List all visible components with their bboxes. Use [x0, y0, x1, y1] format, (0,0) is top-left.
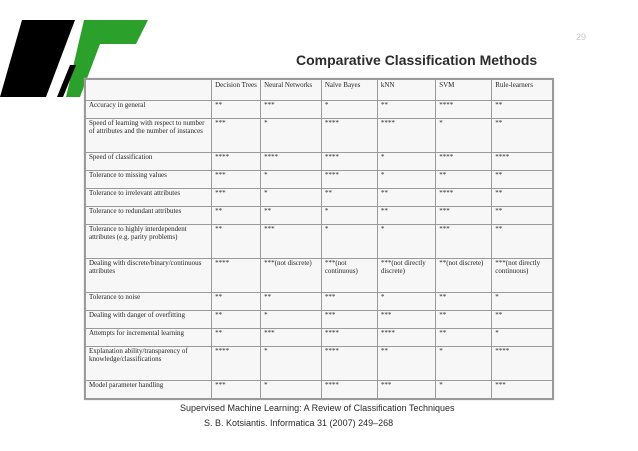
rating-cell: **: [492, 188, 553, 206]
rating-cell: ****: [436, 188, 492, 206]
header-cell-svm: SVM: [436, 80, 492, 101]
header-cell-neural-networks: Neural Networks: [261, 80, 322, 101]
rating-cell: **: [492, 224, 553, 258]
rating-cell: **: [436, 328, 492, 346]
rating-cell: ***(not continuous): [321, 258, 377, 292]
table-header-row: [86, 80, 553, 101]
source-citation: S. B. Kotsiantis. Informatica 31 (2007) 249–268: [204, 418, 394, 428]
row-label: Tolerance to irrelevant attributes: [86, 188, 212, 206]
rating-cell: ***: [377, 310, 435, 328]
row-label: Attempts for incremental learning: [86, 328, 212, 346]
table-row: [86, 118, 553, 152]
rating-cell: *: [436, 346, 492, 380]
row-label: Tolerance to missing values: [86, 170, 212, 188]
rating-cell: **: [212, 328, 261, 346]
row-label: Tolerance to redundant attributes: [86, 206, 212, 224]
rating-cell: *: [492, 292, 553, 310]
rating-cell: *: [321, 224, 377, 258]
rating-cell: **: [261, 206, 322, 224]
rating-cell: **: [436, 310, 492, 328]
rating-cell: ****: [436, 152, 492, 170]
rating-cell: **: [212, 101, 261, 119]
rating-cell: **: [492, 170, 553, 188]
row-label: Speed of learning with respect to number of attributes and the number of instances: [86, 118, 212, 152]
rating-cell: ****: [321, 152, 377, 170]
rating-cell: ***: [212, 170, 261, 188]
rating-cell: **: [212, 310, 261, 328]
rating-cell: ****: [261, 152, 322, 170]
rating-cell: ****: [321, 170, 377, 188]
rating-cell: ****: [436, 101, 492, 119]
rating-cell: ****: [377, 328, 435, 346]
row-label: Tolerance to highly interdependent attributes (e.g. parity problems): [86, 224, 212, 258]
header-cell-naive-bayes: Naïve Bayes: [321, 80, 377, 101]
rating-cell: ***: [436, 206, 492, 224]
rating-cell: ****: [492, 346, 553, 380]
rating-cell: ***(not directly discrete): [377, 258, 435, 292]
rating-cell: ***(not discrete): [261, 258, 322, 292]
row-label: Model parameter handling: [86, 380, 212, 398]
rating-cell: ***: [261, 224, 322, 258]
rating-cell: ***: [321, 310, 377, 328]
rating-cell: *: [261, 118, 322, 152]
rating-cell: *: [261, 310, 322, 328]
rating-cell: **: [377, 206, 435, 224]
rating-cell: **: [492, 101, 553, 119]
rating-cell: **: [377, 101, 435, 119]
rating-cell: *: [261, 380, 322, 398]
rating-cell: *: [377, 292, 435, 310]
row-label: Accuracy in general: [86, 101, 212, 119]
rating-cell: **: [212, 206, 261, 224]
row-label: Explanation ability/transparency of knowledge/classifications: [86, 346, 212, 380]
rating-cell: **: [492, 310, 553, 328]
table-row: [86, 380, 553, 398]
table-row: [86, 152, 553, 170]
header-cell-decision-trees: Decision Trees: [212, 80, 261, 101]
row-label: Tolerance to noise: [86, 292, 212, 310]
row-label: Dealing with discrete/binary/continuous attributes: [86, 258, 212, 292]
rating-cell: **: [212, 224, 261, 258]
rating-cell: ****: [212, 152, 261, 170]
slide-title: Comparative Classification Methods: [296, 52, 538, 68]
rating-cell: ***: [261, 101, 322, 119]
rating-cell: ***: [436, 224, 492, 258]
rating-cell: **: [212, 292, 261, 310]
rating-cell: **: [436, 292, 492, 310]
rating-cell: ***: [212, 118, 261, 152]
table-row: [86, 328, 553, 346]
rating-cell: *: [377, 170, 435, 188]
rating-cell: **: [377, 346, 435, 380]
header-cell-rule-learners: Rule-learners: [492, 80, 553, 101]
rating-cell: *: [436, 118, 492, 152]
rating-cell: *: [377, 224, 435, 258]
rating-cell: *: [321, 101, 377, 119]
rating-cell: ***: [261, 328, 322, 346]
row-label: Dealing with danger of overfitting: [86, 310, 212, 328]
table-row: [86, 101, 553, 119]
rating-cell: *: [261, 188, 322, 206]
table-row: [86, 170, 553, 188]
rating-cell: ****: [321, 118, 377, 152]
rating-cell: *: [436, 380, 492, 398]
rating-cell: *: [492, 328, 553, 346]
table-row: [86, 346, 553, 380]
rating-cell: ***: [492, 380, 553, 398]
rating-cell: **: [261, 292, 322, 310]
row-label: Speed of classification: [86, 152, 212, 170]
header-cell-corner: [86, 80, 212, 101]
table-row: [86, 206, 553, 224]
rating-cell: ****: [377, 118, 435, 152]
table-row: [86, 310, 553, 328]
rating-cell: ***: [212, 188, 261, 206]
rating-cell: **: [492, 206, 553, 224]
rating-cell: ****: [212, 346, 261, 380]
rating-cell: ****: [492, 152, 553, 170]
rating-cell: **(not discrete): [436, 258, 492, 292]
rating-cell: ****: [321, 328, 377, 346]
rating-cell: *: [321, 206, 377, 224]
rating-cell: **: [436, 170, 492, 188]
table-row: [86, 188, 553, 206]
rating-cell: ****: [321, 346, 377, 380]
rating-cell: ***: [212, 380, 261, 398]
rating-cell: ***(not directly continuous): [492, 258, 553, 292]
table-row: [86, 224, 553, 258]
table-row: [86, 292, 553, 310]
source-caption: Supervised Machine Learning: A Review of Classification Techniques: [180, 403, 455, 413]
rating-cell: ****: [212, 258, 261, 292]
rating-cell: **: [321, 188, 377, 206]
rating-cell: ***: [377, 380, 435, 398]
slide-number: 29: [576, 32, 587, 42]
rating-cell: *: [377, 152, 435, 170]
comparison-table: [85, 79, 553, 399]
comparison-table-image: [84, 78, 554, 400]
rating-cell: *: [261, 346, 322, 380]
rating-cell: *: [261, 170, 322, 188]
rating-cell: ****: [321, 380, 377, 398]
rating-cell: **: [492, 118, 553, 152]
rating-cell: ***: [321, 292, 377, 310]
table-row: [86, 258, 553, 292]
header-cell-knn: kNN: [377, 80, 435, 101]
rating-cell: **: [377, 188, 435, 206]
